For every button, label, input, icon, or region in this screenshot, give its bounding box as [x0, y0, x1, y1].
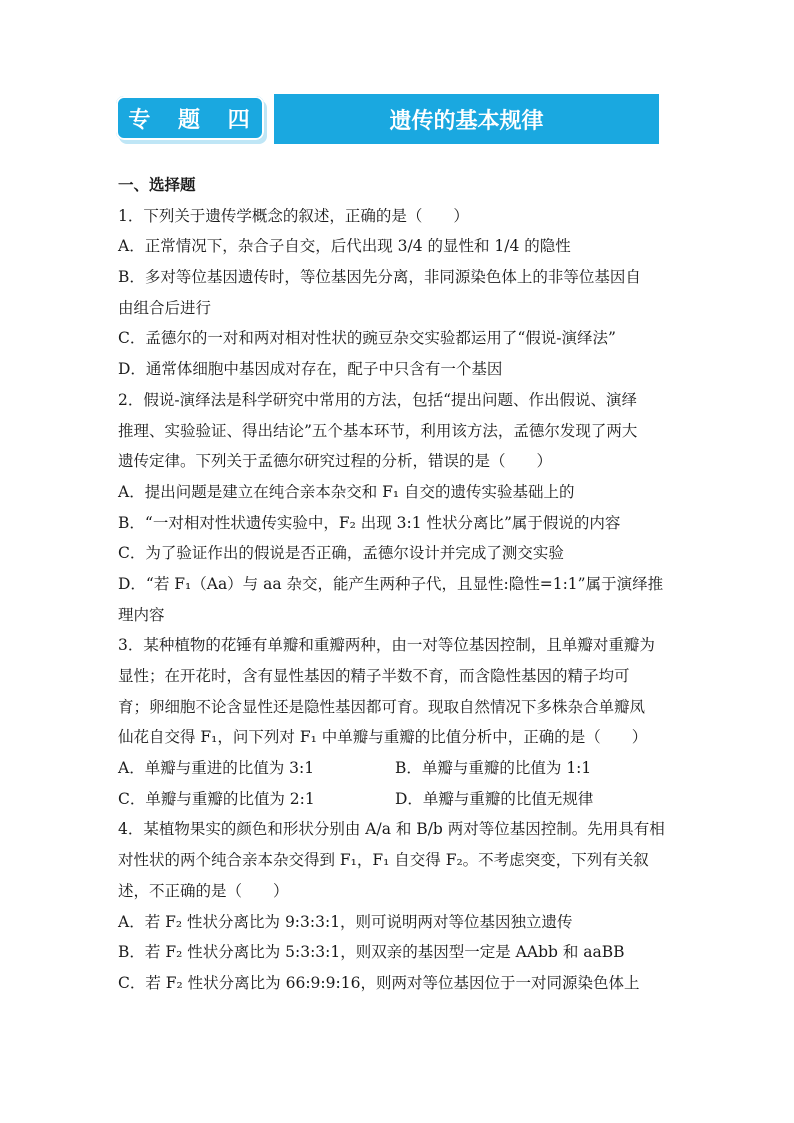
- text-line: 由组合后进行: [118, 298, 212, 317]
- text-line: D．“若 F₁（Aa）与 aa 杂交，能产生两种子代，且显性:隐性=1:1”属于演绎推: [118, 574, 664, 593]
- option-row: [118, 755, 678, 781]
- text-line: 理内容: [118, 605, 165, 624]
- topic-header: [116, 94, 659, 144]
- text-line: B．若 F₂ 性状分离比为 5:3:3:1，则双亲的基因型一定是 AAbb 和 aaBB: [118, 943, 625, 962]
- option-d: D．单瓣与重瓣的比值无规律: [395, 789, 594, 808]
- text-line: 推理、实验验证、得出结论”五个基本环节，利用该方法，孟德尔发现了两大: [118, 421, 638, 440]
- text-line: B．多对等位基因遗传时，等位基因先分离，非同源染色体上的非等位基因自: [118, 268, 641, 287]
- topic-badge: 专 题 四: [116, 96, 264, 140]
- text-line: 述，不正确的是（ ）: [118, 881, 289, 900]
- question-content: [118, 172, 678, 1001]
- text-line: A．若 F₂ 性状分离比为 9:3:3:1，则可说明两对等位基因独立遗传: [118, 912, 573, 931]
- text-line: 仙花自交得 F₁，问下列对 F₁ 中单瓣与重瓣的比值分析中，正确的是（ ）: [118, 728, 648, 747]
- text-line: C．为了验证作出的假说是否正确，孟德尔设计并完成了测交实验: [118, 544, 564, 563]
- text-line: 显性；在开花时，含有显性基因的精子半数不育，而含隐性基因的精子均可: [118, 667, 630, 685]
- text-line: B．“一对相对性状遗传实验中，F₂ 出现 3:1 性状分离比”属于假说的内容: [118, 513, 621, 532]
- text-line: 1．下列关于遗传学概念的叙述，正确的是（ ）: [118, 206, 469, 225]
- text-line: A．提出问题是建立在纯合亲本杂交和 F₁ 自交的遗传实验基础上的: [118, 482, 575, 501]
- text-line: 3．某种植物的花锤有单瓣和重瓣两种，由一对等位基因控制，且单瓣对重瓣为: [118, 636, 655, 655]
- option-b: B．单瓣与重瓣的比值为 1:1: [395, 759, 592, 778]
- text-line: D．通常体细胞中基因成对存在，配子中只含有一个基因: [118, 360, 503, 379]
- text-line: A．正常情况下，杂合子自交，后代出现 3/4 的显性和 1/4 的隐性: [118, 237, 571, 256]
- text-line: 2．假说-演绎法是科学研究中常用的方法，包括“提出问题、作出假说、演绎: [118, 390, 638, 409]
- topic-title: 遗传的基本规律: [274, 94, 659, 144]
- text-line: C．若 F₂ 性状分离比为 66:9:9:16，则两对等位基因位于一对同源染色体上: [118, 973, 640, 992]
- text-line: 遗传定律。下列关于孟德尔研究过程的分析，错误的是（ ）: [118, 452, 553, 471]
- option-row: [118, 786, 678, 812]
- text-line: 对性状的两个纯合亲本杂交得到 F₁，F₁ 自交得 F₂。不考虑突变，下列有关叙: [118, 851, 649, 870]
- text-line: C．孟德尔的一对和两对相对性状的豌豆杂交实验都运用了“假说-演绎法”: [118, 329, 616, 348]
- text-line: 4．某植物果实的颜色和形状分别由 A/a 和 B/b 两对等位基因控制。先用具有相: [118, 820, 665, 839]
- section-heading: 一、选择题: [118, 176, 196, 194]
- text-line: 育；卵细胞不论含显性还是隐性基因都可育。现取自然情况下多株杂合单瓣凤: [118, 697, 646, 716]
- option-c: C．单瓣与重瓣的比值为 2:1: [118, 789, 315, 808]
- option-a: A．单瓣与重进的比值为 3:1: [118, 759, 315, 778]
